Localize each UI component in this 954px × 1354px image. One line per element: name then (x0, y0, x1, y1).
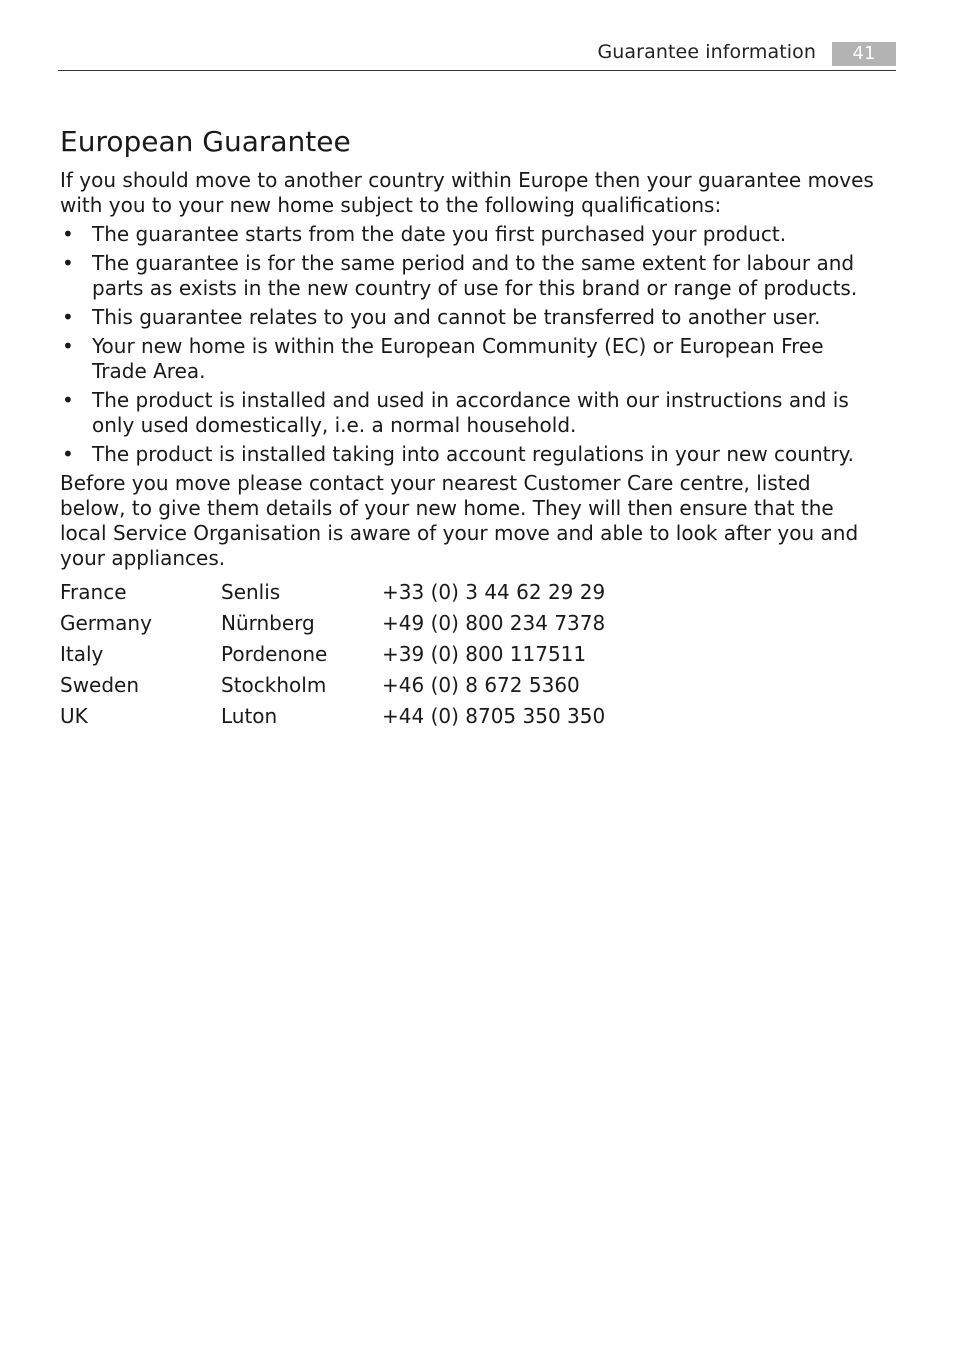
list-item-text: The guarantee is for the same period and to the same extent for labour and parts as exists in the new country of use for this brand or range of products. (92, 251, 858, 300)
table-row (60, 608, 605, 639)
list-item-text: Your new home is within the European Community (EC) or European Free Trade Area. (92, 334, 824, 383)
contact-phone: +33 (0) 3 44 62 29 29 (382, 580, 606, 604)
table-row (60, 639, 605, 670)
bullet-icon: • (62, 222, 74, 246)
contact-country: Sweden (60, 673, 140, 697)
table-row (60, 577, 605, 608)
intro-paragraph: If you should move to another country within Europe then your guarantee moves with you to your new home subject to the following qualifications: (60, 168, 874, 217)
contact-city: Senlis (221, 580, 281, 604)
contact-phone: +39 (0) 800 117511 (382, 642, 587, 666)
bullet-icon: • (62, 251, 74, 275)
bullet-icon: • (62, 334, 74, 358)
outro-paragraph: Before you move please contact your nearest Customer Care centre, listed below, to give them details of your new home. They will then ensure that the local Service Organisation is aware of your move and able to look after you and your appliances. (60, 471, 859, 570)
contact-city: Nürnberg (221, 611, 315, 635)
contact-phone: +49 (0) 800 234 7378 (382, 611, 606, 635)
table-row (60, 670, 605, 701)
contact-phone: +46 (0) 8 672 5360 (382, 673, 580, 697)
list-item (60, 388, 880, 438)
contact-city: Pordenone (221, 642, 328, 666)
header-section-title: Guarantee information (597, 41, 816, 63)
list-item-text: The guarantee starts from the date you first purchased your product. (92, 222, 787, 246)
list-item (60, 251, 880, 301)
page-header (58, 40, 896, 71)
contact-phone: +44 (0) 8705 350 350 (382, 704, 606, 728)
list-item (60, 305, 880, 330)
bullet-icon: • (62, 305, 74, 329)
list-item-text: This guarantee relates to you and cannot be transferred to another user. (92, 305, 821, 329)
contact-country: UK (60, 704, 88, 728)
list-item (60, 334, 880, 384)
qualifications-list (60, 222, 880, 467)
bullet-icon: • (62, 388, 74, 412)
list-item (60, 442, 880, 467)
page-title: European Guarantee (60, 125, 351, 158)
list-item-text: The product is installed taking into account regulations in your new country. (92, 442, 855, 466)
page-content (60, 124, 880, 732)
bullet-icon: • (62, 442, 74, 466)
contact-city: Luton (221, 704, 278, 728)
list-item-text: The product is installed and used in accordance with our instructions and is only used domestically, i.e. a normal household. (92, 388, 849, 437)
contact-country: France (60, 580, 127, 604)
contact-city: Stockholm (221, 673, 327, 697)
page-number: 41 (832, 42, 896, 66)
contact-country: Italy (60, 642, 104, 666)
customer-care-table (60, 577, 605, 732)
list-item (60, 222, 880, 247)
table-row (60, 701, 605, 732)
contact-country: Germany (60, 611, 152, 635)
